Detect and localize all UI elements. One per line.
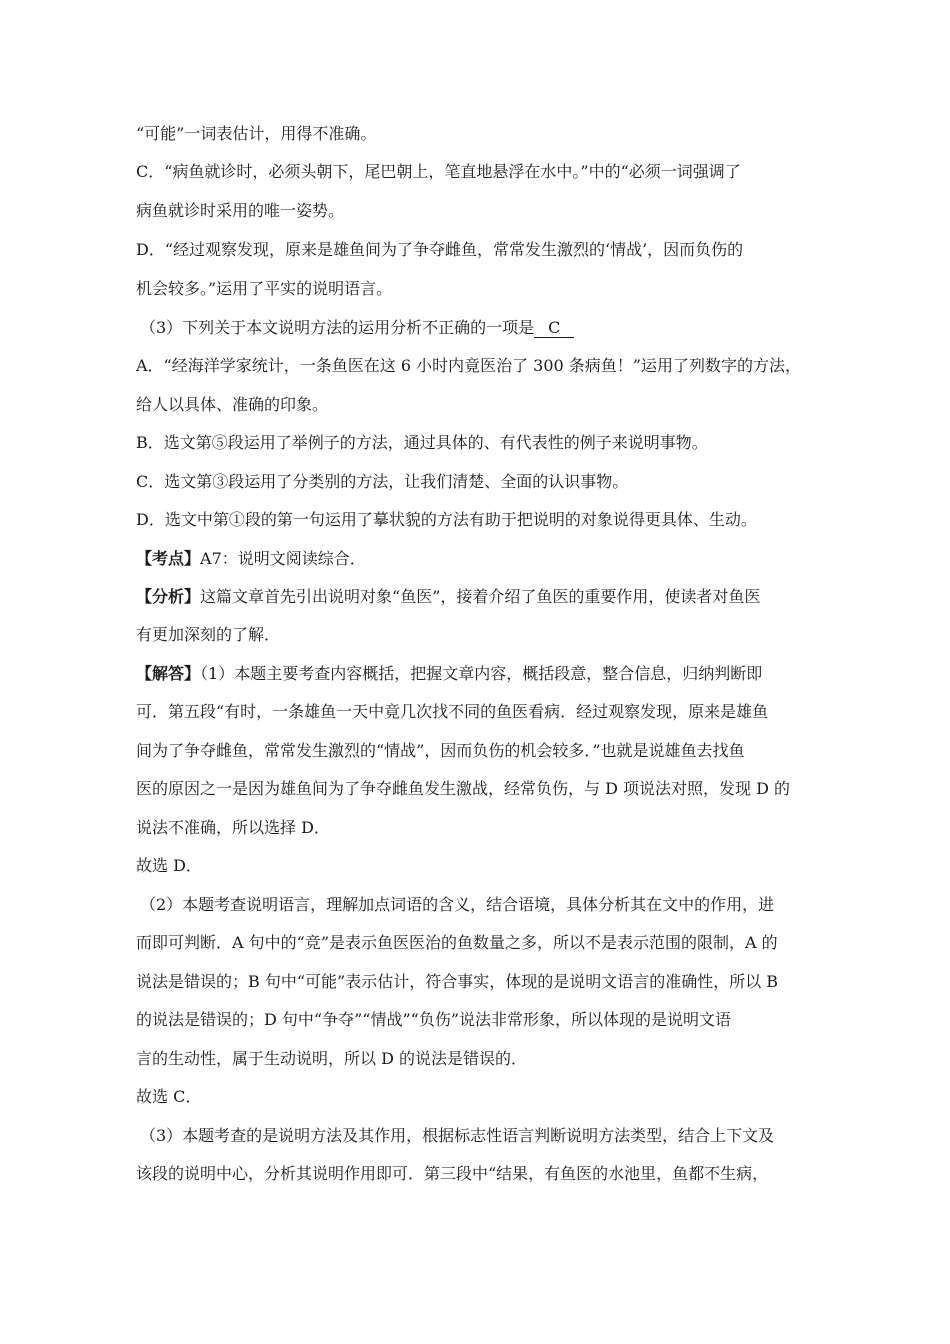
option-b-line: B．选文第⑤段运用了举例子的方法，通过具体的、有代表性的例子来说明事物。 — [136, 433, 708, 452]
text-line: 机会较多。”运用了平实的说明语言。 — [136, 279, 393, 298]
jieda-text: （1）本题主要考查内容概括，把握文章内容，概括段意，整合信息，归纳判断即 — [200, 664, 763, 683]
option-d-line: D．选文中第①段的第一句运用了摹状貌的方法有助于把说明的对象说得更具体、生动。 — [136, 510, 757, 529]
text-line: 言的生动性，属于生动说明，所以 D 的说法是错误的． — [136, 1049, 528, 1068]
fenxi-line — [136, 587, 760, 607]
text-line: 病鱼就诊时采用的唯一姿势。 — [136, 201, 345, 220]
jieda-line — [136, 664, 762, 684]
text-line: （2）本题考查说明语言，理解加点词语的含义，结合语境，具体分析其在文中的作用，进 — [140, 895, 775, 914]
text-line: （3）本题考查的是说明方法及其作用，根据标志性语言判断说明方法类型，结合上下文及 — [140, 1126, 775, 1145]
answer-line: 故选 D． — [136, 856, 202, 875]
text-line: 给人以具体、准确的印象。 — [136, 395, 329, 414]
fenxi-label: 【分析】 — [136, 587, 201, 606]
text-line: 该段的说明中心，分析其说明作用即可．第三段中“结果，有鱼医的水池里，鱼都不生病， — [136, 1164, 769, 1183]
answer-blank: C — [534, 319, 574, 338]
text-line: 的说法是错误的；D 句中“争夺”“情战”“负伤”说法非常形象，所以体现的是说明文语 — [136, 1010, 731, 1029]
kaodian-line — [136, 549, 366, 569]
fenxi-text: 这篇文章首先引出说明对象“鱼医”，接着介绍了鱼医的重要作用，使读者对鱼医 — [200, 587, 761, 606]
text-line: 而即可判断．A 句中的“竞”是表示鱼医医治的鱼数量之多，所以不是表示范围的限制，A 的 — [136, 933, 778, 952]
option-a-line: A．“经海洋学家统计，一条鱼医在这 6 小时内竟医治了 300 条病鱼！”运用了列数字的方法， — [136, 356, 801, 375]
text-line: 可．第五段“有时，一条雄鱼一天中竟几次找不同的鱼医看病．经过观察发现，原来是雄鱼 — [136, 702, 769, 721]
option-c-line: C．“病鱼就诊时，必须头朝下，尾巴朝上，笔直地悬浮在水中。”中的“必须一词强调了 — [136, 162, 741, 181]
text-line: 说法不准确，所以选择 D． — [136, 818, 330, 837]
kaodian-text: A7：说明文阅读综合． — [200, 549, 366, 568]
text-line: 间为了争夺雌鱼，常常发生激烈的“情战”，因而负伤的机会较多．”也就是说雄鱼去找鱼 — [136, 741, 745, 760]
option-c-line: C．选文第③段运用了分类别的方法，让我们清楚、全面的认识事物。 — [136, 472, 629, 491]
question-3 — [140, 318, 574, 338]
text-line: 说法是错误的；B 句中“可能”表示估计，符合事实，体现的是说明文语言的准确性，所以 B — [136, 972, 779, 991]
answer-line: 故选 C． — [136, 1087, 202, 1106]
kaodian-label: 【考点】 — [136, 549, 201, 568]
jieda-label: 【解答】 — [136, 664, 201, 683]
text-line: 有更加深刻的了解． — [136, 625, 281, 644]
text-line: “可能”一词表估计，用得不准确。 — [136, 124, 377, 143]
text-line: 医的原因之一是因为雄鱼间为了争夺雌鱼发生激战，经常负伤，与 D 项说法对照，发现 D 的 — [136, 779, 791, 798]
option-d-line: D．“经过观察发现，原来是雄鱼间为了争夺雌鱼，常常发生激烈的‘情战’，因而负伤的 — [136, 240, 744, 259]
question-3-text: （3）下列关于本文说明方法的运用分析不正确的一项是 — [140, 318, 535, 337]
